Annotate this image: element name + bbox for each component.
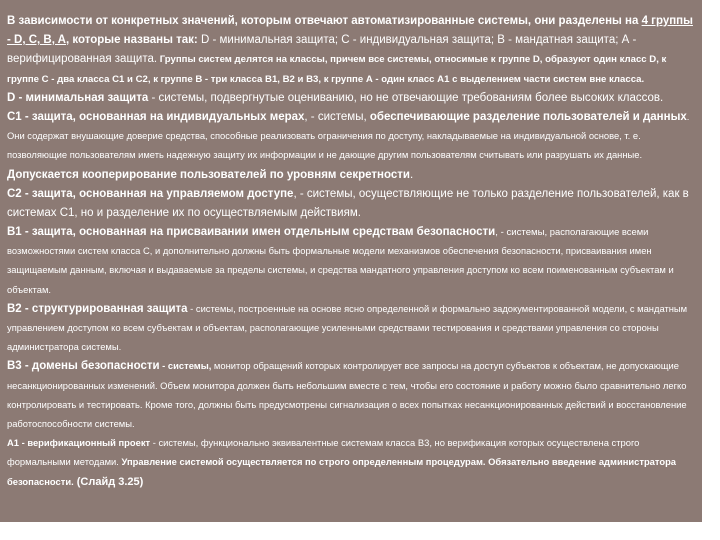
class-b3-text-1: - системы,	[159, 360, 212, 372]
class-c2-title: С2 - защита, основанная на управляемом доступе	[7, 187, 294, 200]
class-c1-title: С1 - защита, основанная на индивидуальных мерах	[7, 110, 305, 123]
class-c2-text: , - системы, осуществляющие не только разделение пользователей, как в системах С1, но и разделение их по осуществляемым действиям.	[7, 187, 689, 219]
class-b2-title: В2 - структурированная защита	[7, 302, 188, 315]
class-b1-title: В1 - защита, основанная на присваивании имен отдельным средствам безопасности	[7, 226, 496, 239]
class-c1-text-4: Допускается кооперирование пользователей по уровням секретности	[7, 168, 410, 181]
class-a1-paragraph	[7, 432, 694, 490]
class-c1-text-3: . Они содержат внушающие доверие средства, способные реализовать ограничения по доступу, накладываемые на индивидуальной основе, т. е. позволяющие пользователям иметь надежную защиту их информации и не дающие другим пользователям считывать или разрушать их данные.	[7, 110, 690, 161]
class-b3-paragraph	[7, 355, 694, 432]
slide-reference: (Слайд 3.25)	[73, 475, 144, 488]
class-d-title: D - минимальная защита	[7, 91, 149, 104]
class-a1-text-1: - системы, функционально эквивалентные системам класса В3, но верификация которых осуществлена строго формальными методами.	[7, 437, 640, 468]
class-a1-title: А1 - верификационный проект	[7, 437, 151, 449]
intro-paragraph	[7, 10, 694, 87]
class-c1-text-2: обеспечивающие разделение пользователей и данных	[369, 110, 687, 123]
class-d-text: - системы, подвергнутые оцениванию, но не отвечающие требованиям более высоких классов.	[148, 91, 664, 104]
class-c1-text-1: , - системы,	[304, 110, 370, 123]
class-a1-text-2: Управление системой осуществляется по строго определенным процедурам. Обязательно введение администратора безопасности.	[7, 456, 677, 487]
class-b2-text: - системы, построенные на основе ясно определенной и формально задокументированной модели, с мандатным управлением доступом ко всем субъектам и объектам, располагающие усиленными средствами тестирования и средствами управления со стороны администратора системы.	[7, 302, 688, 353]
slide-margin-bottom	[0, 522, 702, 540]
class-b1-text-1: , - системы,	[495, 227, 548, 239]
intro-lead: В зависимости от конкретных значений, которым отвечают автоматизированные системы, они разделены на	[7, 15, 642, 27]
class-b1-text-2: располагающие всеми возможностями систем класса С, и дополнительно должны быть формальные модели механизмов обеспечения безопасности, присваивания имен защищаемым данным, включая и выдаваемые за пределы системы, и средства мандатного управления доступом ко всем поименованным субъектам и объектам.	[7, 226, 674, 295]
class-b1-paragraph	[7, 221, 694, 298]
groups-definitions: D - минимальная защита; С - индивидуальная защита; В - мандатная защита; А - верифицированная защита.	[7, 34, 637, 66]
class-b3-text-2: монитор обращений которых контролирует все запросы на доступ субъектов к объектам, не допускающие несанкционированных изменений. Объем монитора должен быть небольшим вместе с тем, чтобы его состояние и работу можно было сравнительно легко контролировать и тестировать. Кроме того, должны быть предусмотрены сигнализация о всех попытках несанкционированных действий и восстановление работоспособности системы.	[7, 360, 687, 429]
intro-connector: , которые названы так:	[66, 34, 201, 47]
class-c1-text-5: .	[409, 168, 414, 181]
slide-margin-right	[702, 0, 720, 540]
class-c1-paragraph	[7, 106, 694, 183]
class-b2-paragraph	[7, 298, 694, 356]
class-b3-title: В3 - домены безопасности	[7, 360, 160, 373]
class-c2-paragraph	[7, 183, 694, 221]
class-d-paragraph	[7, 87, 694, 106]
groups-list: 4 группы - D, C, B, A	[7, 15, 693, 47]
classes-description: Группы систем делятся на классы, причем все системы, относимые к группе D, образуют один класс D, к группе С - два класса С1 и С2, к группе В - три класса В1, В2 и В3, к группе А - один класс А1 с выделением части систем вне класса.	[7, 54, 667, 85]
